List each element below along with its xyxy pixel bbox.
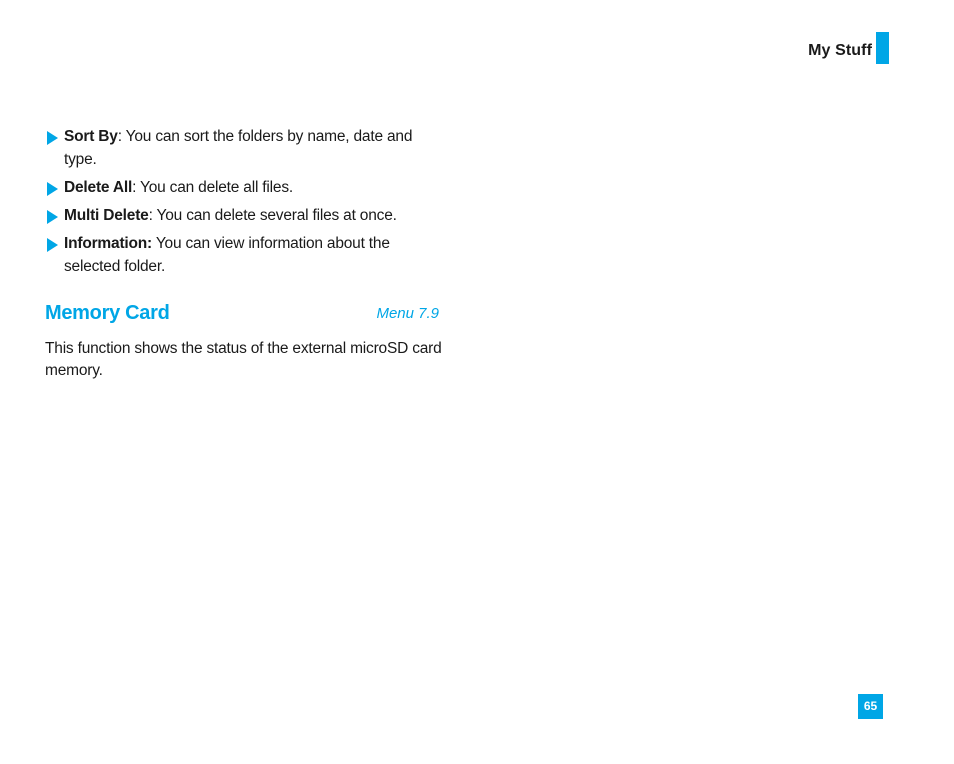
section-title: Memory Card [45, 302, 170, 324]
list-item [45, 125, 445, 171]
bullet-description: : You can delete several files at once. [148, 207, 397, 224]
bullet-description: : You can sort the folders by name, date and type. [64, 128, 413, 168]
section-menu-reference: Menu 7.9 [376, 305, 439, 322]
triangle-right-icon [47, 238, 58, 252]
section-heading [45, 299, 439, 327]
header-tab-marker [876, 32, 889, 64]
triangle-right-icon [47, 131, 58, 145]
triangle-right-icon [47, 182, 58, 196]
bullet-description: You can view information about the selected folder. [64, 235, 390, 275]
bullet-term: Multi Delete [64, 207, 149, 224]
bullet-term: Sort By [64, 128, 118, 145]
options-list [45, 125, 445, 283]
page-number: 65 [858, 694, 883, 719]
bullet-term: Information: [64, 235, 153, 252]
bullet-term: Delete All [64, 179, 133, 196]
triangle-right-icon [47, 210, 58, 224]
list-item [45, 176, 445, 199]
list-item [45, 204, 445, 227]
header-title: My Stuff [808, 42, 872, 59]
bullet-description: : You can delete all files. [132, 179, 293, 196]
list-item [45, 232, 445, 278]
section-description: This function shows the status of the external microSD card memory. [45, 340, 442, 379]
